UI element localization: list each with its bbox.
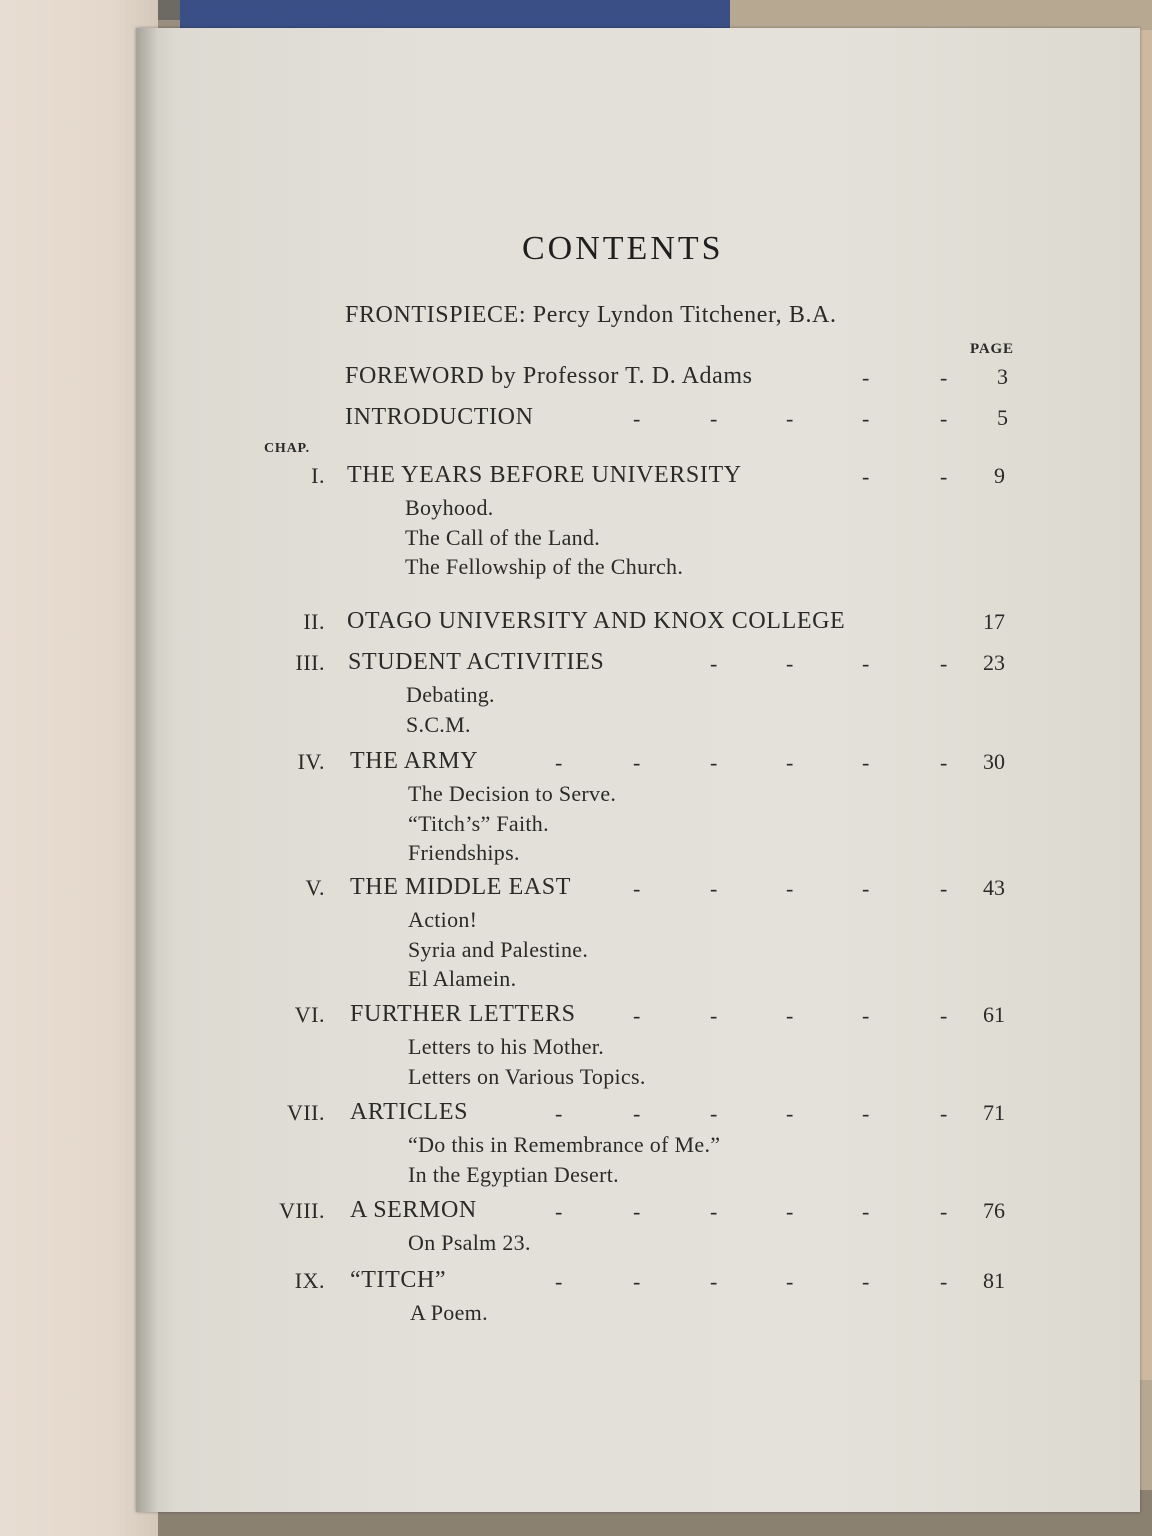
left-page — [0, 0, 158, 1536]
leader-dash: - — [633, 750, 641, 775]
section-title: Letters on Various Topics. — [408, 1063, 646, 1089]
page-title: CONTENTS — [522, 230, 724, 267]
leader-dash: - — [786, 406, 794, 431]
leader-dash: - — [710, 750, 718, 775]
chapter-number: VI. — [294, 1002, 325, 1027]
leader-dash: - — [862, 876, 870, 901]
chapter-title: THE ARMY — [350, 748, 479, 774]
section-title: Boyhood. — [405, 495, 494, 520]
page-column-header: PAGE — [970, 341, 1014, 357]
section-title: On Psalm 23. — [408, 1230, 531, 1255]
page-gutter — [136, 28, 158, 1512]
section-title: The Decision to Serve. — [408, 781, 617, 806]
page-number: 5 — [997, 405, 1008, 430]
leader-dash: - — [786, 876, 794, 901]
leader-dash: - — [633, 1003, 641, 1028]
page-number: 61 — [983, 1002, 1005, 1027]
chapter-title: A SERMON — [350, 1197, 477, 1223]
leader-dash: - — [940, 464, 948, 489]
chapter-number: IV. — [297, 749, 325, 774]
leader-dash: - — [555, 1269, 563, 1294]
page-number: 30 — [983, 749, 1005, 774]
leader-dash: - — [633, 876, 641, 901]
leader-dash: - — [555, 1101, 563, 1126]
leader-dash: - — [786, 750, 794, 775]
section-title: “Do this in Remembrance of Me.” — [408, 1132, 721, 1157]
front-matter-title: FOREWORD by Professor T. D. Adams — [345, 363, 753, 389]
leader-dash: - — [862, 406, 870, 431]
section-title: El Alamein. — [408, 966, 517, 991]
chapter-title: ARTICLES — [350, 1099, 469, 1125]
section-title: The Call of the Land. — [405, 524, 601, 550]
chapter-title: FURTHER LETTERS — [350, 1001, 576, 1027]
chapter-title: OTAGO UNIVERSITY AND KNOX COLLEGE — [347, 608, 846, 634]
leader-dash: - — [710, 1003, 718, 1028]
leader-dash: - — [786, 1269, 794, 1294]
chapter-number: III. — [295, 650, 325, 675]
chapter-title: THE YEARS BEFORE UNIVERSITY — [347, 462, 742, 488]
chapter-number: II. — [303, 609, 325, 634]
leader-dash: - — [862, 750, 870, 775]
leader-dash: - — [862, 1199, 870, 1224]
leader-dash: - — [710, 651, 718, 676]
leader-dash: - — [633, 1269, 641, 1294]
page-number: 9 — [994, 463, 1005, 488]
front-matter-title: INTRODUCTION — [345, 404, 534, 430]
leader-dash: - — [633, 1101, 641, 1126]
chapter-number: V. — [305, 875, 325, 900]
page-number: 71 — [983, 1100, 1005, 1125]
leader-dash: - — [633, 1199, 641, 1224]
leader-dash: - — [555, 1199, 563, 1224]
leader-dash: - — [862, 365, 870, 390]
section-title: Friendships. — [408, 840, 520, 865]
section-title: Letters to his Mother. — [408, 1034, 605, 1059]
chapter-title: STUDENT ACTIVITIES — [348, 649, 605, 675]
section-title: In the Egyptian Desert. — [408, 1161, 619, 1187]
page-number: 43 — [983, 875, 1005, 900]
leader-dash: - — [940, 651, 948, 676]
leader-dash: - — [786, 1003, 794, 1028]
leader-dash: - — [862, 464, 870, 489]
chap-column-header: CHAP. — [264, 441, 310, 456]
page-number: 76 — [983, 1198, 1005, 1223]
leader-dash: - — [710, 876, 718, 901]
leader-dash: - — [633, 406, 641, 431]
page-number: 17 — [983, 609, 1005, 634]
leader-dash: - — [786, 651, 794, 676]
chapter-number: VII. — [286, 1100, 325, 1125]
chapter-title: THE MIDDLE EAST — [350, 874, 571, 900]
page-number: 3 — [997, 364, 1008, 389]
leader-dash: - — [940, 750, 948, 775]
section-title: Debating. — [406, 682, 495, 707]
section-title: A Poem. — [410, 1300, 488, 1325]
leader-dash: - — [710, 1101, 718, 1126]
frontispiece-line: FRONTISPIECE: Percy Lyndon Titchener, B.A. — [345, 302, 837, 328]
leader-dash: - — [862, 1101, 870, 1126]
leader-dash: - — [940, 365, 948, 390]
leader-dash: - — [940, 1269, 948, 1294]
section-title: Action! — [408, 907, 478, 932]
chapter-number: I. — [311, 463, 325, 488]
leader-dash: - — [940, 406, 948, 431]
leader-dash: - — [786, 1101, 794, 1126]
section-title: “Titch’s” Faith. — [408, 810, 549, 836]
leader-dash: - — [862, 1003, 870, 1028]
leader-dash: - — [555, 750, 563, 775]
leader-dash: - — [940, 1199, 948, 1224]
page-number: 23 — [983, 650, 1005, 675]
chapter-title: “TITCH” — [350, 1267, 447, 1293]
section-title: Syria and Palestine. — [408, 936, 589, 962]
page-number: 81 — [983, 1268, 1005, 1293]
leader-dash: - — [710, 406, 718, 431]
leader-dash: - — [940, 1101, 948, 1126]
leader-dash: - — [710, 1269, 718, 1294]
leader-dash: - — [940, 876, 948, 901]
section-title: The Fellowship of the Church. — [405, 554, 684, 579]
chapter-number: IX. — [294, 1268, 325, 1293]
leader-dash: - — [940, 1003, 948, 1028]
leader-dash: - — [710, 1199, 718, 1224]
leader-dash: - — [862, 1269, 870, 1294]
leader-dash: - — [862, 651, 870, 676]
leader-dash: - — [786, 1199, 794, 1224]
section-title: S.C.M. — [406, 711, 471, 737]
chapter-number: VIII. — [279, 1198, 325, 1223]
